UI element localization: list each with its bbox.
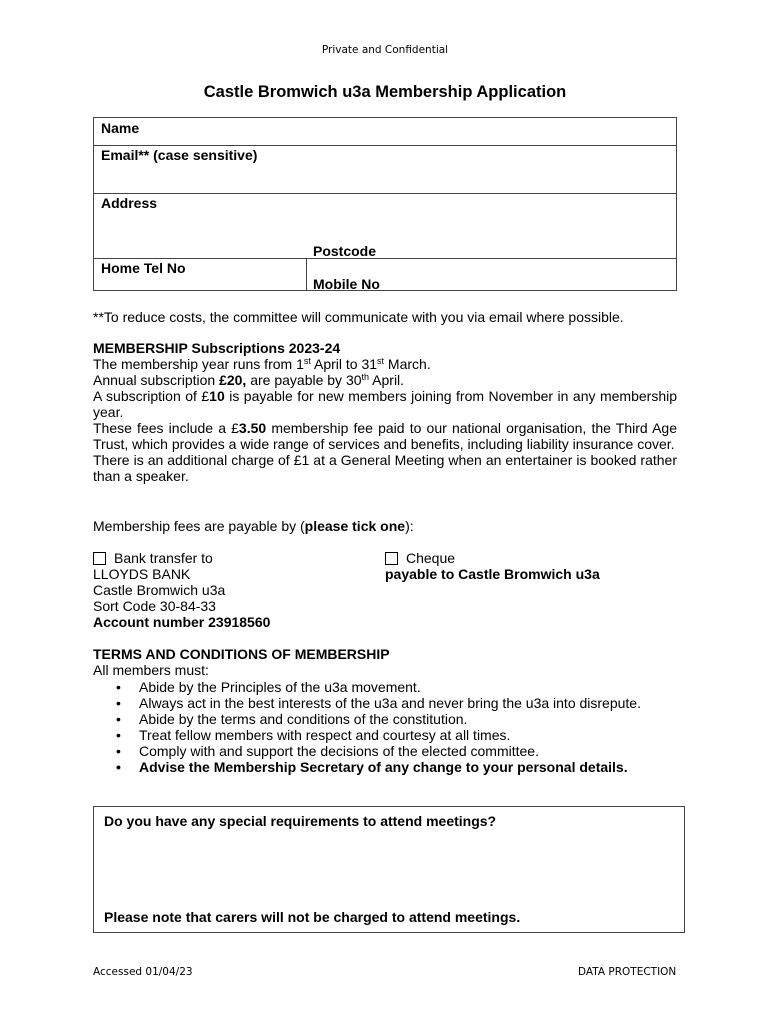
column-divider — [306, 258, 307, 291]
list-item: • Abide by the Principles of the u3a movement. — [116, 679, 421, 695]
partial-subscription: A subscription of £10 is payable for new members joining from November in any membership year. — [93, 388, 677, 420]
address-label[interactable]: Address — [101, 195, 158, 211]
bank-transfer-label: Bank transfer to — [114, 550, 213, 566]
cheque-option — [385, 550, 675, 582]
requirements-question: Do you have any special requirements to attend meetings? — [104, 813, 497, 829]
postcode-label[interactable]: Postcode — [313, 243, 377, 259]
terms-intro: All members must: — [93, 662, 209, 678]
carers-note: Please note that carers will not be charged to attend meetings. — [104, 909, 521, 925]
bank-transfer-option — [93, 550, 373, 630]
annual-subscription: Annual subscription £20, are payable by 30th April. — [93, 372, 405, 388]
terms-list — [93, 679, 693, 775]
cheque-checkbox[interactable] — [385, 552, 398, 565]
application-form — [93, 117, 677, 291]
confidential-header: Private and Confidential — [321, 44, 449, 56]
row-divider — [94, 258, 676, 259]
extra-charge: There is an additional charge of £1 at a General Meeting when an entertainer is booked rather than a speaker. — [93, 452, 677, 484]
membership-year: The membership year runs from 1st April to 31st March. — [93, 356, 431, 372]
payment-intro: Membership fees are payable by (please tick one): — [93, 518, 414, 534]
list-item: • Abide by the terms and conditions of the constitution. — [116, 711, 468, 727]
page-title: Castle Bromwich u3a Membership Application — [203, 83, 567, 101]
email-label[interactable]: Email** (case sensitive) — [101, 147, 258, 163]
terms-heading: TERMS AND CONDITIONS OF MEMBERSHIP — [93, 646, 390, 662]
sort-code: Sort Code 30-84-33 — [93, 598, 216, 614]
data-protection-label: DATA PROTECTION — [578, 966, 677, 978]
terms-section — [93, 646, 693, 775]
email-note: **To reduce costs, the committee will communicate with you via email where possible. — [93, 309, 624, 325]
list-item: • Always act in the best interests of the u3a and never bring the u3a into disrepute. — [116, 695, 641, 711]
accessed-date: Accessed 01/04/23 — [93, 966, 193, 978]
mobile-label[interactable]: Mobile No — [313, 276, 380, 292]
subscriptions-section — [93, 340, 677, 484]
bank-name: LLOYDS BANK — [93, 566, 191, 582]
subscriptions-heading: MEMBERSHIP Subscriptions 2023-24 — [93, 340, 341, 356]
bank-transfer-checkbox[interactable] — [93, 552, 106, 565]
list-item: • Comply with and support the decisions of the elected committee. — [116, 743, 539, 759]
row-divider — [94, 145, 676, 146]
account-name: Castle Bromwich u3a — [93, 582, 226, 598]
cheque-label: Cheque — [406, 550, 456, 566]
name-label[interactable]: Name — [101, 120, 140, 136]
list-item: • Treat fellow members with respect and courtesy at all times. — [116, 727, 511, 743]
special-requirements-box[interactable] — [93, 806, 685, 933]
fees-info: These fees include a £3.50 membership fee paid to our national organisation, the Third Age Trust, which provides a wide range of services and benefits, including liability insurance cover. — [93, 420, 677, 452]
list-item: • Advise the Membership Secretary of any change to your personal details. — [116, 759, 628, 775]
cheque-payee: payable to Castle Bromwich u3a — [385, 566, 600, 582]
row-divider — [94, 193, 676, 194]
home-tel-label[interactable]: Home Tel No — [101, 260, 186, 276]
account-number: Account number 23918560 — [93, 614, 271, 630]
